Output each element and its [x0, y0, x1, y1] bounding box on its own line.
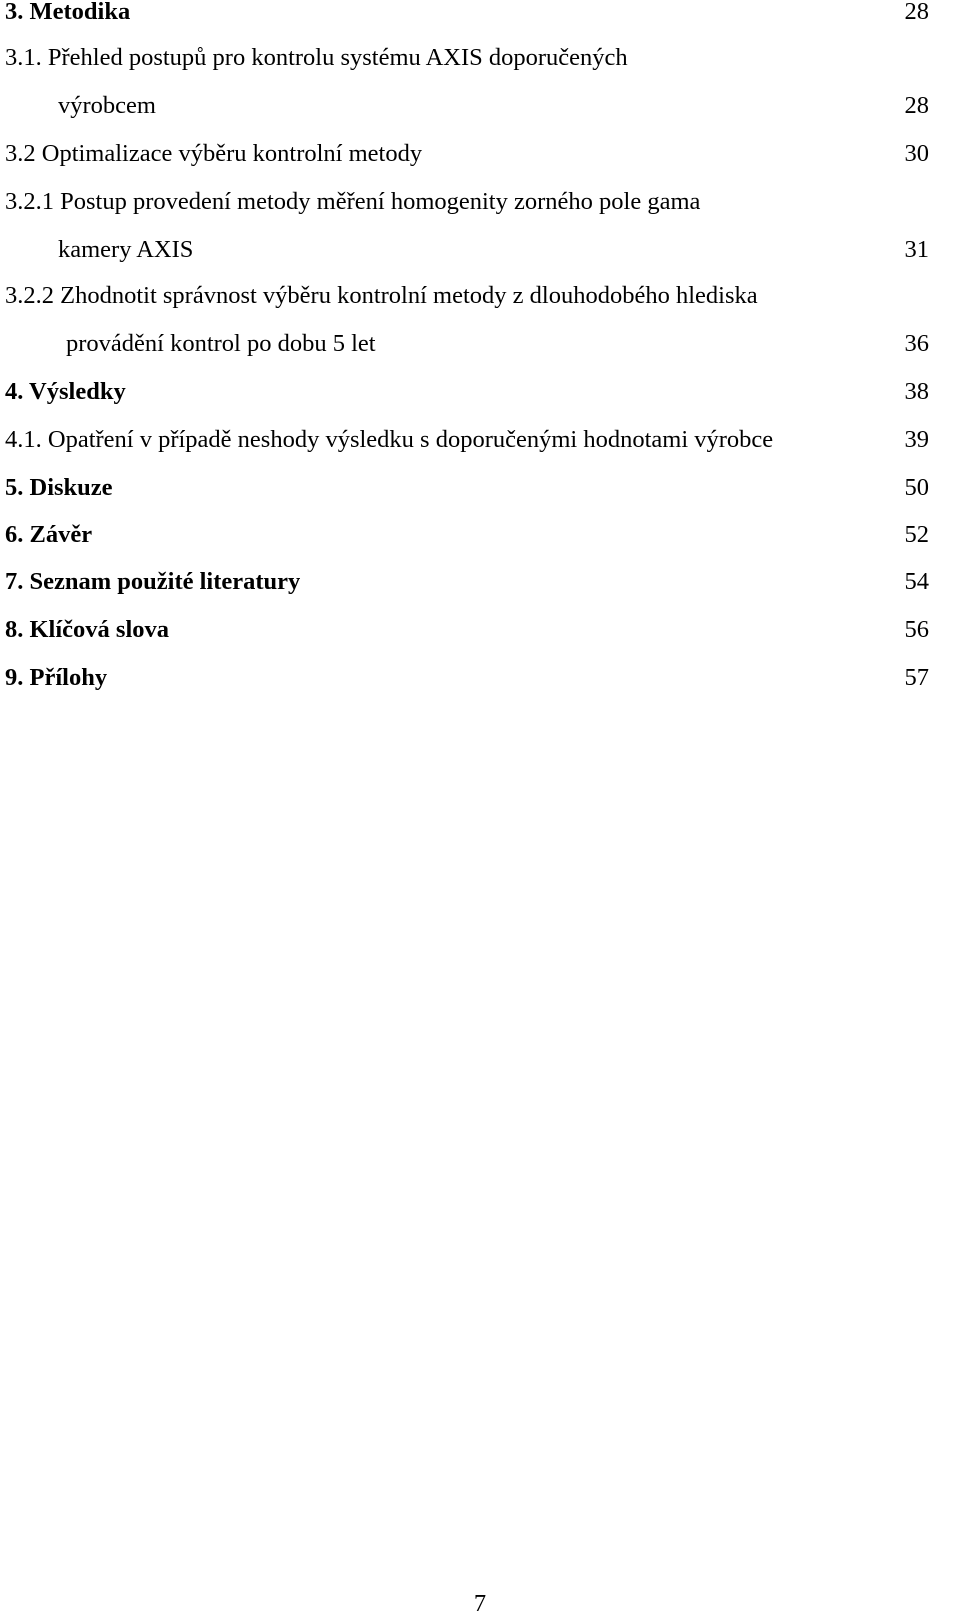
toc-entry-page: 57 — [904, 664, 929, 691]
page-number: 7 — [473, 1590, 487, 1617]
toc-entry-page: 36 — [904, 330, 929, 357]
toc-entry-page: 38 — [904, 378, 929, 405]
toc-entry-page: 28 — [904, 0, 929, 25]
toc-entry-text: 3. Metodika — [5, 0, 131, 25]
toc-entry-text: 5. Diskuze — [5, 474, 113, 501]
toc-entry-page: 39 — [904, 426, 929, 453]
toc-entry-page: 28 — [904, 92, 929, 119]
toc-entry-text: 3.1. Přehled postupů pro kontrolu systému AXIS doporučených — [5, 44, 628, 71]
toc-entry-text: 3.2 Optimalizace výběru kontrolní metody — [5, 140, 423, 167]
toc-entry-text: 3.2.1 Postup provedení metody měření homogenity zorného pole gama — [5, 188, 701, 215]
toc-entry-text: provádění kontrol po dobu 5 let — [66, 330, 376, 357]
toc-entry-text: 9. Přílohy — [5, 664, 108, 691]
toc-entry-text: 7. Seznam použité literatury — [5, 568, 301, 595]
toc-entry-text: 4.1. Opatření v případě neshody výsledku s doporučenými hodnotami výrobce — [5, 426, 774, 453]
toc-entry-text: 8. Klíčová slova — [5, 616, 170, 643]
toc-entry-text: kamery AXIS — [58, 236, 194, 263]
toc-entry-text: 6. Závěr — [5, 521, 93, 548]
toc-entry-page: 30 — [904, 140, 929, 167]
toc-entry-page: 54 — [904, 568, 929, 595]
toc-entry-page: 52 — [904, 521, 929, 548]
toc-entry-text: výrobcem — [58, 92, 156, 119]
toc-entry-page: 31 — [904, 236, 929, 263]
toc-entry-text: 4. Výsledky — [5, 378, 126, 405]
toc-entry-page: 50 — [904, 474, 929, 501]
toc-entry-text: 3.2.2 Zhodnotit správnost výběru kontrolní metody z dlouhodobého hlediska — [5, 282, 758, 309]
toc-entry-page: 56 — [904, 616, 929, 643]
